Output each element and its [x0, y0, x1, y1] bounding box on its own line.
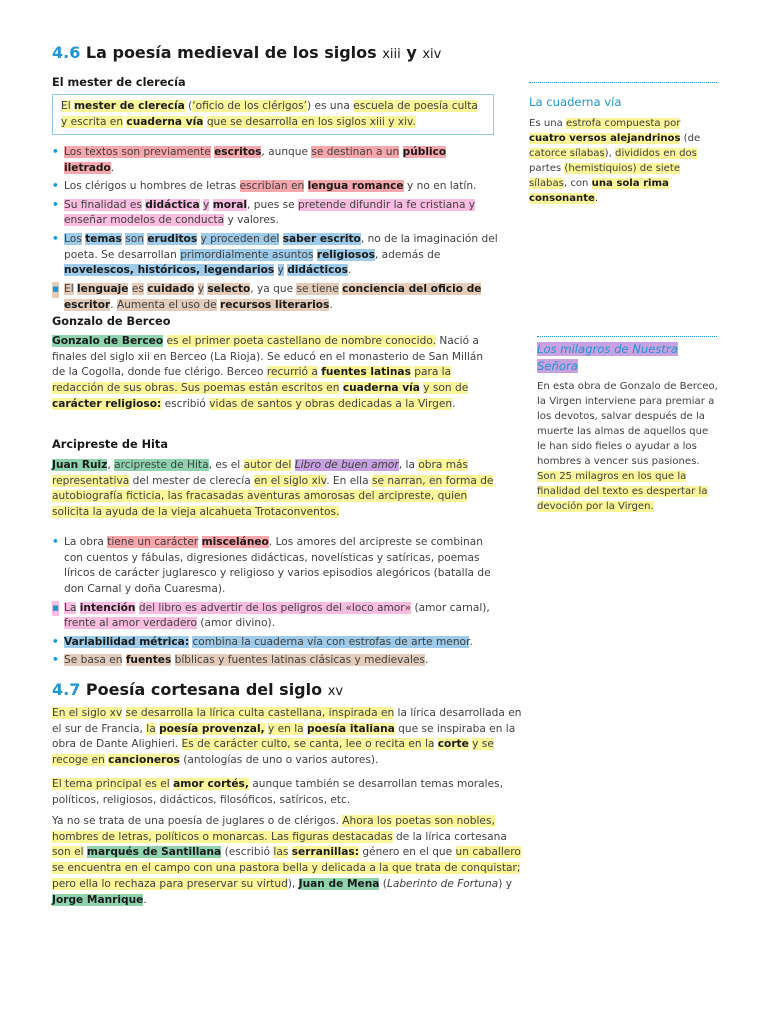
mester-definition-box: El mester de clerecía (‘oficio de los clérigos’) es una escuela de poesía culta y escrita en cuaderna vía que se desarrolla en los siglos xiii y xiv.	[52, 94, 494, 135]
list-item: • Su finalidad es didáctica y moral, pues se pretende difundir la fe cristiana y enseñar modelos de conducta y valores.	[52, 198, 498, 229]
section-4-6-title	[52, 43, 441, 62]
hita-paragraph: Juan Ruiz, arcipreste de Hita, es el autor del Libro de buen amor, la obra más representativa del mester de clerecía en el siglo xiv. En ella se narran, en forma de autobiografía ficticia, las fracasadas aventuras amorosas del arcipreste, quien solicita la ayuda de la vieja alcahueta Trotaconventos.	[52, 459, 494, 519]
milagros-title-text: Los milagros de Nuestra Señora	[537, 342, 678, 373]
gonzalo-heading: Gonzalo de Berceo	[52, 315, 171, 328]
list-item: • Los clérigos u hombres de letras escribían en lengua romance y no en latín.	[52, 179, 498, 195]
mester-heading: El mester de clerecía	[52, 76, 186, 89]
sidebar-milagros-title	[537, 341, 717, 375]
section-number: 4.7	[52, 680, 81, 699]
century-1: xiii	[382, 47, 401, 62]
century-2: xiv	[422, 47, 442, 62]
sidebar-rule	[529, 82, 717, 83]
gonzalo-paragraph: Gonzalo de Berceo es el primer poeta castellano de nombre conocido. Nació a finales del siglo xii en Berceo (La Rioja). Se educó en el monasterio de San Millán de la Cogolla, donde fue clérigo. Berceo recurrió a fuentes latinas para la redacción de sus obras. Sus poemas están escritos en cuaderna vía y son de carácter religioso: escribió vidas de santos y obras dedicadas a la Virgen.	[52, 335, 484, 410]
list-item: • Los textos son previamente escritos, aunque se destinan a un público iletrado.	[52, 145, 498, 176]
title-y: y	[406, 43, 417, 62]
list-item: ▪ La intención del libro es advertir de los peligros del «loco amor» (amor carnal), frente al amor verdadero (amor divino).	[52, 601, 498, 632]
list-item: ▪ El lenguaje es cuidado y selecto, ya que se tiene conciencia del oficio de escritor. Aumenta el uso de recursos literarios.	[52, 282, 498, 313]
mester-features-list	[52, 145, 498, 316]
section-title-text: La poesía medieval de los siglos	[85, 43, 377, 62]
sidebar-cuaderna-title: La cuaderna vía	[529, 95, 622, 109]
cortesana-paragraph-2: El tema principal es el amor cortés, aunque también se desarrollan temas morales, políticos, religiosos, didácticos, filosóficos, satíricos, etc.	[52, 778, 503, 806]
section-4-7-title	[52, 680, 343, 699]
section-number: 4.6	[52, 43, 81, 62]
sidebar-milagros-text: En esta obra de Gonzalo de Berceo, la Virgen interviene para premiar a los devotos, salvar después de la muerte las almas de aquellos que le han sido fieles o ayudar a los hombres a vencer sus pasiones. Son 25 milagros en los que la finalidad del texto es despertar la devoción por la Virgen.	[537, 381, 718, 512]
century: xv	[327, 684, 344, 699]
sidebar-rule-2	[537, 336, 717, 337]
list-item: • La obra tiene un carácter misceláneo. Los amores del arcipreste se combinan con cuentos y fábulas, digresiones didácticas, novelísticas y satíricas, poemas líricos de carácter juglaresco y religioso y varios episodios alegóricos (batalla de don Carnal y doña Cuaresma).	[52, 535, 498, 598]
hita-heading: Arcipreste de Hita	[52, 438, 168, 451]
cortesana-paragraph-3: Ya no se trata de una poesía de juglares o de clérigos. Ahora los poetas son nobles, hombres de letras, políticos o monarcas. Las figuras destacadas de la lírica cortesana son el marqués de Santillana (escribió las serranillas: género en el que un caballero se encuentra en el campo con una pastora bella y delicada a la que trata de conquistar; pero ella lo rechaza para preservar su virtud), Juan de Mena (Laberinto de Fortuna) y Jorge Manrique.	[52, 815, 521, 906]
sidebar-cuaderna-text: Es una estrofa compuesta por cuatro versos alejandrinos (de catorce sílabas), divididos en dos partes (hemistiquios) de siete sílabas, con una sola rima consonante.	[529, 118, 701, 204]
cortesana-paragraph-1: En el siglo xv se desarrolla la lírica culta castellana, inspirada en la lírica desarrollada en el sur de Francia, la poesía provenzal, y en la poesía italiana que se inspiraba en la obra de Dante Alighieri. Es de carácter culto, se canta, lee o recita en la corte y se recoge en cancioneros (antologías de uno o varios autores).	[52, 707, 522, 767]
list-item: • Variabilidad métrica: combina la cuaderna vía con estrofas de arte menor.	[52, 635, 498, 651]
list-item: • Se basa en fuentes bíblicas y fuentes latinas clásicas y medievales.	[52, 653, 498, 669]
list-item: • Los temas son eruditos y proceden del saber escrito, no de la imaginación del poeta. Se desarrollan primordialmente asuntos religiosos, además de novelescos, históricos, legendarios y didácticos.	[52, 232, 498, 279]
hita-features-list	[52, 535, 498, 672]
section-title-text: Poesía cortesana del siglo	[85, 680, 323, 699]
